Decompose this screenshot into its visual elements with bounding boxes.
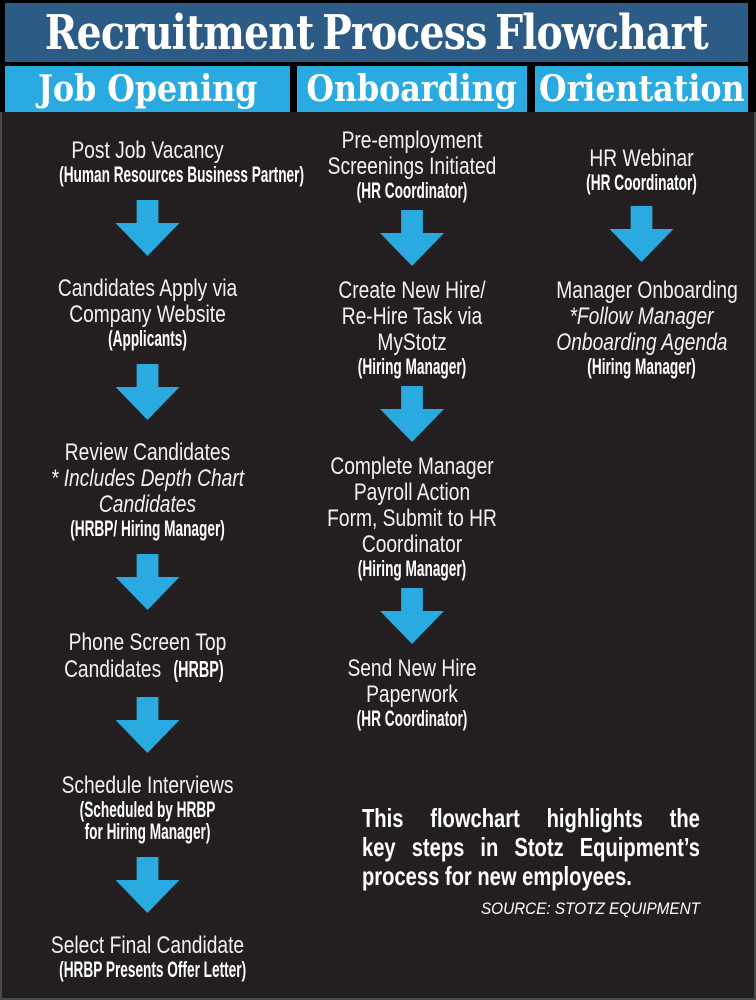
flow-step bbox=[5, 773, 290, 843]
step-line: Phone Screen Top bbox=[68, 629, 227, 656]
caption-line: This flowchart highlights the bbox=[362, 803, 700, 833]
flow-step bbox=[297, 128, 527, 202]
flow-step bbox=[297, 454, 527, 580]
step-line: (Scheduled by HRBP bbox=[79, 797, 216, 822]
column-job-opening bbox=[5, 112, 304, 982]
step-line: (HRBP/ Hiring Manager) bbox=[70, 516, 225, 541]
step-line-part: (HRBP) bbox=[173, 656, 224, 682]
flow-step bbox=[5, 137, 304, 187]
column-orientation bbox=[535, 112, 748, 378]
flow-step bbox=[5, 276, 290, 350]
step-line: Company Website bbox=[69, 301, 226, 328]
step-line: HR Webinar bbox=[589, 145, 694, 172]
down-arrow-icon bbox=[380, 386, 444, 442]
step-line: Candidates bbox=[98, 491, 197, 518]
step-line: Re-Hire Task via bbox=[341, 303, 483, 330]
step-line: (Applicants) bbox=[108, 326, 187, 351]
title-bar bbox=[5, 3, 748, 62]
down-arrow-icon bbox=[116, 554, 180, 610]
step-line: Paperwork bbox=[366, 681, 458, 708]
source-credit: SOURCE: STOTZ EQUIPMENT bbox=[480, 899, 700, 918]
flow-step bbox=[5, 630, 290, 683]
step-line: (HR Coordinator) bbox=[586, 170, 697, 195]
step-line: Review Candidates bbox=[64, 439, 231, 466]
column-onboarding bbox=[297, 112, 527, 730]
step-line: Send New Hire bbox=[347, 655, 477, 682]
flow-step bbox=[5, 440, 290, 540]
step-line: (Hiring Manager) bbox=[357, 556, 467, 581]
flow-step bbox=[535, 146, 748, 194]
step-line bbox=[34, 656, 262, 683]
step-line: Form, Submit to HR bbox=[327, 505, 497, 532]
column-header-label: Job Opening bbox=[37, 68, 258, 110]
step-line: Coordinator bbox=[361, 531, 463, 558]
step-line-part: Candidates bbox=[64, 656, 167, 683]
down-arrow-icon bbox=[380, 210, 444, 266]
page-title: Recruitment Process Flowchart bbox=[44, 4, 709, 61]
step-line: Onboarding Agenda bbox=[556, 329, 728, 356]
column-header-orientation bbox=[535, 66, 748, 112]
column-header-onboarding bbox=[297, 66, 527, 112]
column-header-label: Onboarding bbox=[306, 68, 518, 110]
flow-step bbox=[297, 278, 527, 378]
step-line: (HR Coordinator) bbox=[356, 178, 468, 203]
step-line: (HRBP Presents Offer Letter) bbox=[59, 957, 247, 982]
step-line: Select Final Candidate bbox=[50, 932, 245, 959]
step-line: Screenings Initiated bbox=[327, 153, 497, 180]
step-line: MyStotz bbox=[377, 329, 447, 356]
step-line: (Hiring Manager) bbox=[357, 354, 467, 379]
caption-line: key steps in Stotz Equipment’s bbox=[362, 832, 700, 862]
down-arrow-icon bbox=[116, 857, 180, 913]
flow-step bbox=[535, 278, 748, 378]
step-line: *Follow Manager bbox=[569, 303, 714, 330]
down-arrow-icon bbox=[610, 206, 674, 262]
step-line: (Human Resources Business Partner) bbox=[59, 162, 304, 187]
caption-line: process for new employees. bbox=[362, 861, 632, 891]
step-line: Pre-employment bbox=[341, 127, 483, 154]
step-line: * Includes Depth Chart bbox=[50, 465, 245, 492]
flowchart-body bbox=[0, 112, 756, 1000]
column-header-label: Orientation bbox=[538, 68, 745, 110]
step-line: Schedule Interviews bbox=[61, 772, 234, 799]
step-line: (HR Coordinator) bbox=[356, 706, 468, 731]
header-band bbox=[0, 0, 756, 112]
flow-step bbox=[297, 656, 527, 730]
step-line: Candidates Apply via bbox=[57, 275, 238, 302]
down-arrow-icon bbox=[116, 364, 180, 420]
step-line: Manager Onboarding bbox=[556, 277, 738, 304]
flow-step bbox=[5, 933, 290, 981]
down-arrow-icon bbox=[380, 588, 444, 644]
step-line: Payroll Action bbox=[353, 479, 471, 506]
column-header-job-opening bbox=[5, 66, 290, 112]
step-line: for Hiring Manager) bbox=[84, 819, 211, 844]
step-line: (Hiring Manager) bbox=[587, 354, 696, 379]
step-line: Complete Manager bbox=[330, 453, 494, 480]
caption bbox=[362, 804, 700, 919]
step-line: Create New Hire/ bbox=[338, 277, 486, 304]
down-arrow-icon bbox=[116, 200, 180, 256]
down-arrow-icon bbox=[116, 697, 180, 753]
step-line: Post Job Vacancy bbox=[71, 137, 224, 164]
